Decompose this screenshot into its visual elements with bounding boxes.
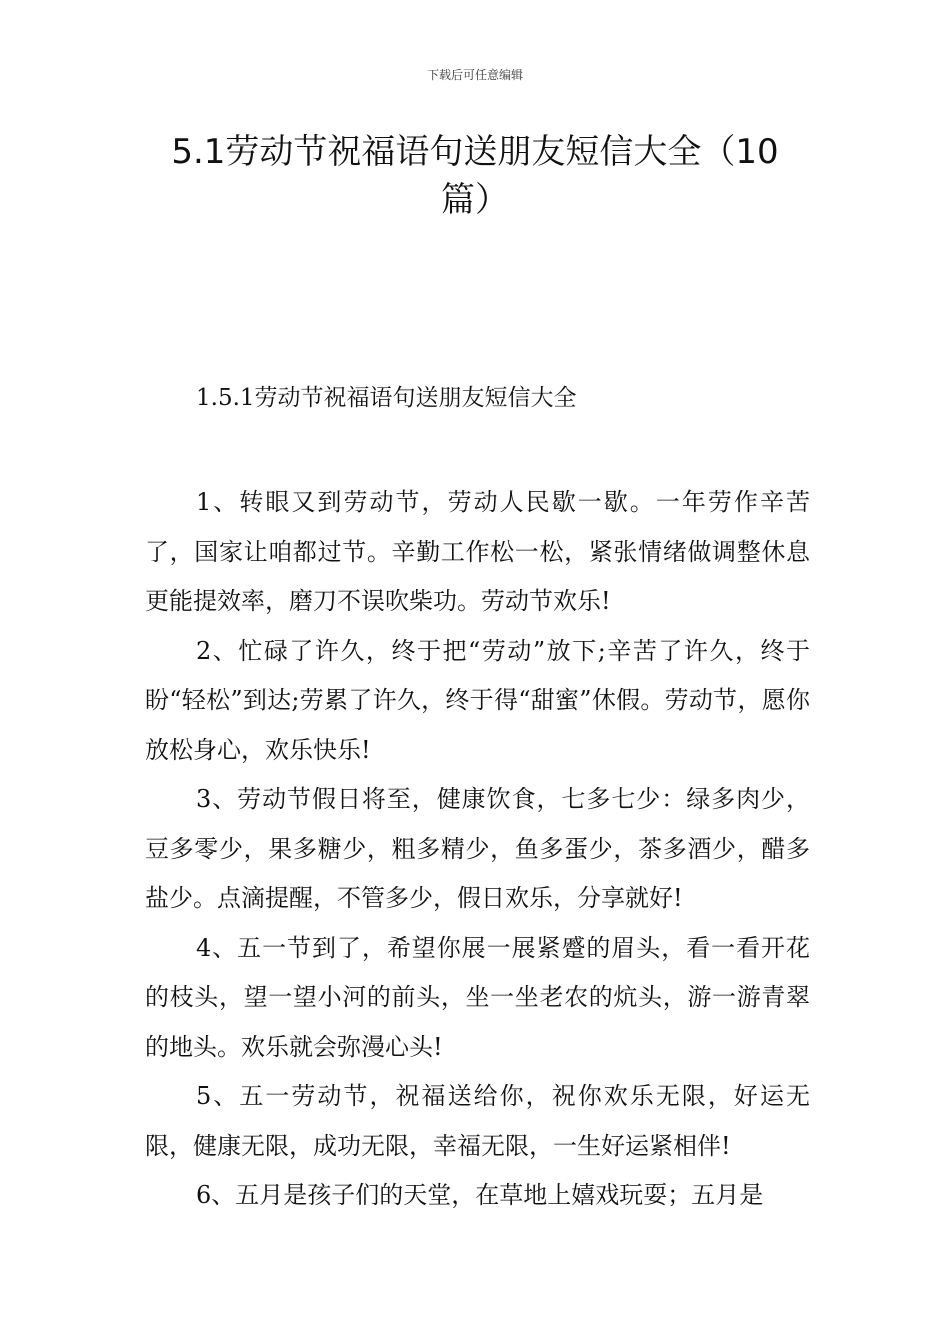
paragraph-4: 4、五一节到了，希望你展一展紧蹙的眉头，看一看开花的枝头，望一望小河的前头，坐一坐老农的炕头，游一游青翠的地头。欢乐就会弥漫心头! (145, 933, 810, 1061)
paragraph-3: 3、劳动节假日将至，健康饮食，七多七少：绿多肉少，豆多零少，果多糖少，粗多精少，鱼多蛋少，茶多酒少，醋多盐少。点滴提醒，不管多少，假日欢乐，分享就好! (145, 785, 810, 912)
header-note: 下载后可任意编辑 (426, 68, 523, 82)
paragraph-5: 5、五一劳动节，祝福送给你，祝你欢乐无限，好运无限，健康无限，成功无限，幸福无限，一生好运紧相伴! (145, 1082, 810, 1160)
paragraph-6: 6、五月是孩子们的天堂，在草地上嬉戏玩耍；五月是 (196, 1181, 764, 1209)
paragraph-2: 2、忙碌了许久，终于把“劳动”放下;辛苦了许久，终于盼“轻松”到达;劳累了许久，终于得“甜蜜”休假。劳动节，愿你放松身心，欢乐快乐! (145, 636, 810, 764)
body-text (145, 478, 810, 1221)
paragraph-1: 1、转眼又到劳动节，劳动人民歇一歇。一年劳作辛苦了，国家让咱都过节。辛勤工作松一松，紧张情绪做调整休息更能提效率，磨刀不误吹柴功。劳动节欢乐! (145, 488, 810, 615)
document-title: 5.1劳动节祝福语句送朋友短信大全（10篇） (171, 132, 779, 220)
section-heading: 1.5.1劳动节祝福语句送朋友短信大全 (196, 385, 577, 411)
